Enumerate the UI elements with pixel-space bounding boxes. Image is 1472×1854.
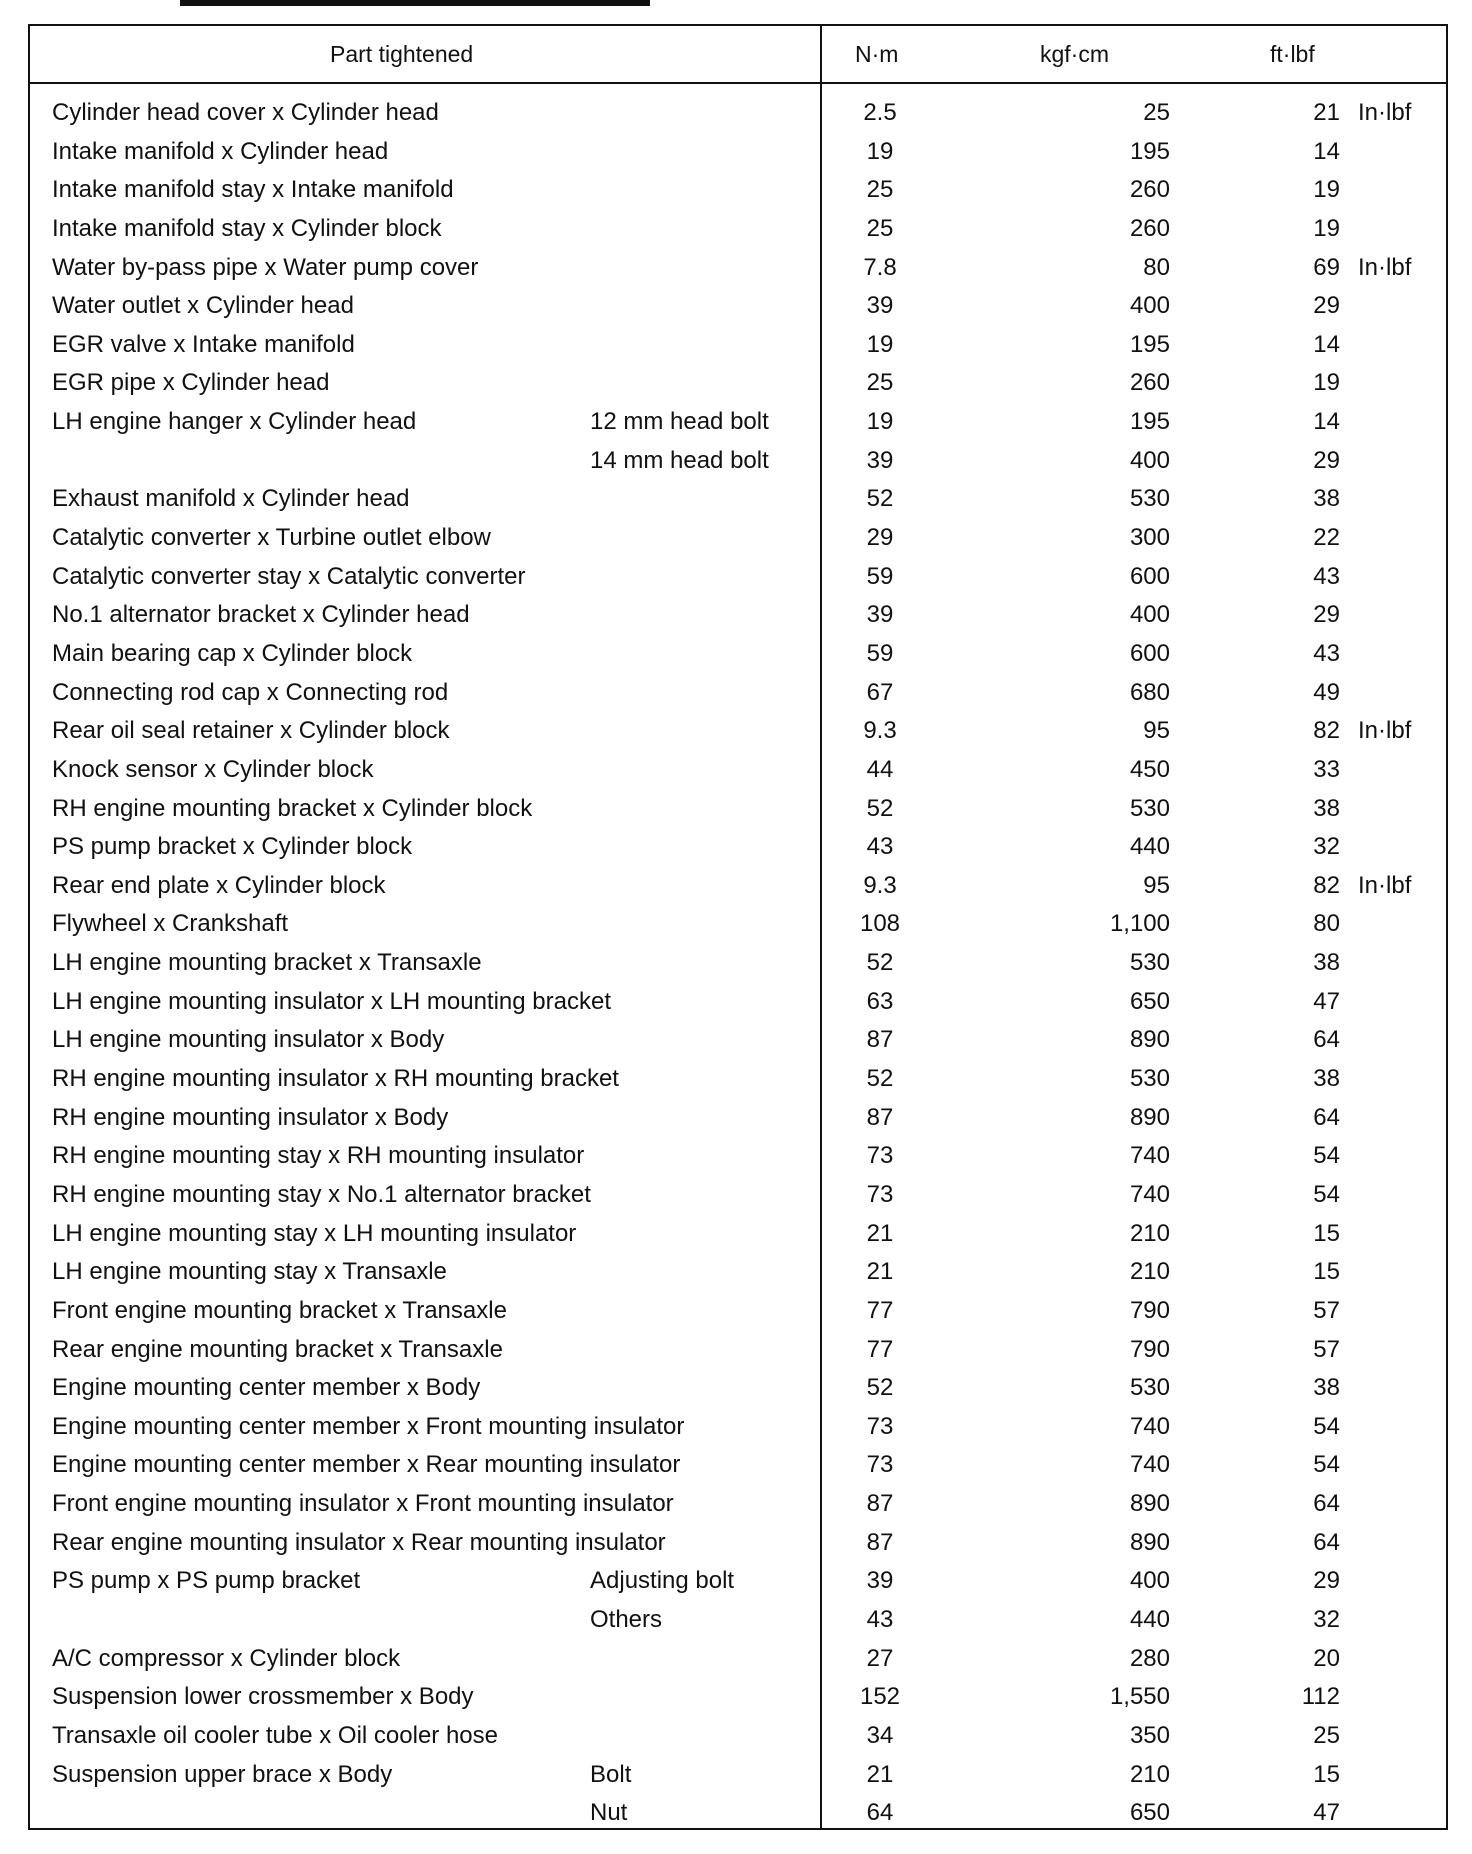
- part-cell: Cylinder head cover x Cylinder head: [52, 99, 439, 126]
- table-row: [30, 1678, 1446, 1717]
- condition-cell: 12 mm head bolt: [590, 408, 769, 436]
- table-row: [30, 1099, 1446, 1138]
- table-row: [30, 442, 1446, 481]
- table-row: [30, 790, 1446, 829]
- unit-label: In·lbf: [1358, 99, 1412, 126]
- kgf-cm-value: 890: [1129, 1528, 1170, 1556]
- table-row: [30, 1331, 1446, 1370]
- kgf-cm-value: 1,100: [1109, 910, 1170, 938]
- ft-lbf-value: 112: [1301, 1683, 1340, 1711]
- table-row: [30, 133, 1446, 172]
- ft-lbf-value: 15: [1313, 1760, 1340, 1788]
- kgf-cm-value: 400: [1129, 601, 1170, 629]
- table-row: [30, 1408, 1446, 1447]
- ft-lbf-value: 25: [1313, 1721, 1340, 1749]
- kgf-cm-value: 790: [1129, 1335, 1170, 1363]
- table-row: [30, 1562, 1446, 1601]
- ft-lbf-value: 14: [1313, 137, 1340, 165]
- kgf-cm-value: 260: [1129, 369, 1170, 397]
- part-cell: Intake manifold stay x Intake manifold: [52, 176, 454, 204]
- table-row: [30, 596, 1446, 635]
- header-kgf-cm: kgf·cm: [1040, 41, 1109, 67]
- ft-lbf-value: 14: [1313, 330, 1340, 358]
- ft-lbf-value: 21: [1313, 99, 1340, 126]
- ft-lbf-value: 43: [1313, 639, 1340, 667]
- kgf-cm-value: 530: [1129, 1065, 1170, 1093]
- part-cell: RH engine mounting stay x No.1 alternator bracket: [52, 1180, 591, 1208]
- ft-lbf-value: 32: [1313, 1605, 1340, 1633]
- part-cell: LH engine hanger x Cylinder head: [52, 408, 417, 436]
- ft-lbf-value: 20: [1313, 1644, 1340, 1672]
- unit-label: In·lbf: [1358, 871, 1412, 899]
- kgf-cm-value: 530: [1129, 485, 1170, 513]
- kgf-cm-value: 600: [1129, 562, 1170, 590]
- table-row: [30, 1060, 1446, 1099]
- part-cell: Front engine mounting bracket x Transaxle: [52, 1296, 507, 1324]
- kgf-cm-value: 650: [1129, 1799, 1170, 1827]
- header-ft-lbf: ft·lbf: [1270, 41, 1315, 67]
- kgf-cm-value: 1,550: [1109, 1683, 1170, 1711]
- part-cell: EGR pipe x Cylinder head: [52, 369, 330, 397]
- nm-value: 77: [866, 1296, 894, 1324]
- part-cell: No.1 alternator bracket x Cylinder head: [52, 601, 470, 629]
- table-row: [30, 751, 1446, 790]
- kgf-cm-value: 210: [1129, 1219, 1170, 1247]
- ft-lbf-value: 80: [1313, 910, 1340, 938]
- kgf-cm-value: 530: [1129, 949, 1170, 977]
- ft-lbf-value: 22: [1313, 524, 1340, 552]
- ft-lbf-value: 38: [1313, 794, 1340, 822]
- ft-lbf-value: 54: [1313, 1451, 1340, 1479]
- nm-value: 87: [866, 1528, 894, 1556]
- kgf-cm-value: 400: [1129, 446, 1170, 474]
- table-row: [30, 249, 1446, 288]
- ft-lbf-value: 14: [1313, 408, 1340, 436]
- header-part-tightened: Part tightened: [330, 41, 474, 67]
- ft-lbf-value: 15: [1313, 1219, 1340, 1247]
- nm-value: 39: [866, 446, 894, 474]
- table-row: [30, 1369, 1446, 1408]
- part-cell: Water outlet x Cylinder head: [52, 292, 354, 320]
- ft-lbf-value: 64: [1313, 1026, 1340, 1054]
- nm-value: 63: [866, 987, 894, 1015]
- part-cell: RH engine mounting insulator x Body: [52, 1103, 449, 1131]
- table-row: [30, 1640, 1446, 1679]
- ft-lbf-value: 32: [1313, 833, 1340, 861]
- condition-cell: Bolt: [590, 1760, 632, 1788]
- table-row: [30, 1021, 1446, 1060]
- part-cell: Engine mounting center member x Front mounting insulator: [52, 1412, 685, 1440]
- part-cell: Intake manifold stay x Cylinder block: [52, 214, 442, 242]
- nm-value: 52: [866, 1374, 894, 1402]
- part-cell: Transaxle oil cooler tube x Oil cooler hose: [52, 1721, 498, 1749]
- kgf-cm-value: 440: [1129, 833, 1170, 861]
- part-cell: Rear engine mounting insulator x Rear mounting insulator: [52, 1528, 666, 1556]
- part-cell: Engine mounting center member x Body: [52, 1374, 481, 1402]
- ft-lbf-value: 64: [1313, 1103, 1340, 1131]
- table-row: [30, 519, 1446, 558]
- kgf-cm-value: 350: [1129, 1721, 1170, 1749]
- unit-label: In·lbf: [1358, 253, 1412, 281]
- ft-lbf-value: 49: [1313, 678, 1340, 706]
- part-cell: LH engine mounting stay x Transaxle: [52, 1258, 447, 1286]
- kgf-cm-value: 195: [1129, 408, 1170, 436]
- part-cell: LH engine mounting insulator x LH mounting bracket: [52, 987, 611, 1015]
- part-cell: Main bearing cap x Cylinder block: [52, 639, 413, 667]
- nm-value: 87: [866, 1490, 894, 1518]
- part-cell: LH engine mounting insulator x Body: [52, 1026, 445, 1054]
- table-row: [30, 1485, 1446, 1524]
- table-row: [30, 674, 1446, 713]
- ft-lbf-value: 57: [1313, 1296, 1340, 1324]
- kgf-cm-value: 260: [1129, 176, 1170, 204]
- nm-value: 21: [866, 1219, 894, 1247]
- ft-lbf-value: 47: [1313, 1799, 1340, 1827]
- condition-cell: Others: [590, 1605, 663, 1633]
- nm-value: 19: [866, 330, 894, 358]
- ft-lbf-value: 64: [1313, 1490, 1340, 1518]
- ft-lbf-value: 33: [1313, 755, 1340, 783]
- part-cell: Rear oil seal retainer x Cylinder block: [52, 717, 450, 745]
- nm-value: 27: [866, 1644, 894, 1672]
- nm-value: 73: [866, 1180, 894, 1208]
- part-cell: RH engine mounting bracket x Cylinder block: [52, 794, 533, 822]
- part-cell: PS pump bracket x Cylinder block: [52, 833, 413, 861]
- part-cell: Rear engine mounting bracket x Transaxle: [52, 1335, 503, 1363]
- kgf-cm-value: 280: [1129, 1644, 1170, 1672]
- part-cell: Intake manifold x Cylinder head: [52, 137, 389, 165]
- table-row: [30, 364, 1446, 403]
- table-row: [30, 1253, 1446, 1292]
- ft-lbf-value: 38: [1313, 1374, 1340, 1402]
- table-row: [30, 403, 1446, 442]
- kgf-cm-value: 260: [1129, 214, 1170, 242]
- table-row: [30, 210, 1446, 249]
- kgf-cm-value: 740: [1129, 1180, 1170, 1208]
- nm-value: 43: [866, 833, 894, 861]
- kgf-cm-value: 400: [1129, 1567, 1170, 1595]
- kgf-cm-value: 300: [1129, 524, 1170, 552]
- kgf-cm-value: 195: [1129, 137, 1170, 165]
- table-row: [30, 558, 1446, 597]
- nm-value: 77: [866, 1335, 894, 1363]
- ft-lbf-value: 64: [1313, 1528, 1340, 1556]
- nm-value: 52: [866, 485, 894, 513]
- header-divider: [30, 82, 1446, 84]
- nm-value: 9.3: [863, 717, 897, 745]
- ft-lbf-value: 54: [1313, 1412, 1340, 1440]
- table-row: [30, 94, 1446, 133]
- kgf-cm-value: 650: [1129, 987, 1170, 1015]
- ft-lbf-value: 38: [1313, 485, 1340, 513]
- kgf-cm-value: 740: [1129, 1412, 1170, 1440]
- part-cell: LH engine mounting bracket x Transaxle: [52, 949, 482, 977]
- part-cell: RH engine mounting stay x RH mounting insulator: [52, 1142, 585, 1170]
- kgf-cm-value: 790: [1129, 1296, 1170, 1324]
- ft-lbf-value: 47: [1313, 987, 1340, 1015]
- part-cell: Exhaust manifold x Cylinder head: [52, 485, 410, 513]
- nm-value: 34: [866, 1721, 894, 1749]
- table-row: [30, 867, 1446, 906]
- nm-value: 25: [866, 176, 894, 204]
- ft-lbf-value: 29: [1313, 1567, 1340, 1595]
- ft-lbf-value: 43: [1313, 562, 1340, 590]
- part-cell: Suspension upper brace x Body: [52, 1760, 393, 1788]
- nm-value: 21: [866, 1760, 894, 1788]
- nm-value: 67: [866, 678, 894, 706]
- kgf-cm-value: 80: [1143, 253, 1170, 281]
- kgf-cm-value: 195: [1129, 330, 1170, 358]
- part-cell: EGR valve x Intake manifold: [52, 330, 355, 358]
- ft-lbf-value: 69: [1313, 253, 1340, 281]
- nm-value: 39: [866, 1567, 894, 1595]
- table-row: [30, 480, 1446, 519]
- nm-value: 39: [866, 292, 894, 320]
- nm-value: 19: [866, 137, 894, 165]
- nm-value: 152: [859, 1683, 901, 1711]
- part-cell: PS pump x PS pump bracket: [52, 1567, 361, 1595]
- kgf-cm-value: 890: [1129, 1103, 1170, 1131]
- table-row: [30, 1601, 1446, 1640]
- ft-lbf-value: 54: [1313, 1142, 1340, 1170]
- kgf-cm-value: 740: [1129, 1451, 1170, 1479]
- table-row: [30, 712, 1446, 751]
- nm-value: 21: [866, 1258, 894, 1286]
- nm-value: 59: [866, 562, 894, 590]
- kgf-cm-value: 25: [1143, 99, 1170, 126]
- ft-lbf-value: 29: [1313, 292, 1340, 320]
- kgf-cm-value: 210: [1129, 1258, 1170, 1286]
- table-row: [30, 944, 1446, 983]
- table-body: [30, 94, 1446, 1833]
- nm-value: 73: [866, 1142, 894, 1170]
- condition-cell: 14 mm head bolt: [590, 446, 769, 474]
- ft-lbf-value: 19: [1313, 214, 1340, 242]
- nm-value: 25: [866, 214, 894, 242]
- kgf-cm-value: 530: [1129, 794, 1170, 822]
- part-cell: Suspension lower crossmember x Body: [52, 1683, 474, 1711]
- table-row: [30, 287, 1446, 326]
- part-cell: Engine mounting center member x Rear mounting insulator: [52, 1451, 681, 1479]
- table-row: [30, 1137, 1446, 1176]
- kgf-cm-value: 400: [1129, 292, 1170, 320]
- condition-cell: Nut: [590, 1799, 628, 1827]
- ft-lbf-value: 19: [1313, 369, 1340, 397]
- ft-lbf-value: 38: [1313, 949, 1340, 977]
- nm-value: 29: [866, 524, 894, 552]
- table-row: [30, 1524, 1446, 1563]
- kgf-cm-value: 210: [1129, 1760, 1170, 1788]
- part-cell: Water by-pass pipe x Water pump cover: [52, 253, 479, 281]
- kgf-cm-value: 740: [1129, 1142, 1170, 1170]
- nm-value: 87: [866, 1103, 894, 1131]
- part-cell: Catalytic converter x Turbine outlet elbow: [52, 524, 491, 552]
- part-cell: Rear end plate x Cylinder block: [52, 871, 386, 899]
- table-row: [30, 635, 1446, 674]
- ft-lbf-value: 29: [1313, 446, 1340, 474]
- ft-lbf-value: 82: [1313, 871, 1340, 899]
- table-row: [30, 1756, 1446, 1795]
- nm-value: 52: [866, 1065, 894, 1093]
- header-nm: N·m: [855, 41, 899, 67]
- nm-value: 39: [866, 601, 894, 629]
- table-row: [30, 1292, 1446, 1331]
- kgf-cm-value: 95: [1143, 717, 1170, 745]
- part-cell: Knock sensor x Cylinder block: [52, 755, 374, 783]
- part-cell: Front engine mounting insulator x Front mounting insulator: [52, 1490, 674, 1518]
- kgf-cm-value: 95: [1143, 871, 1170, 899]
- table-row: [30, 1446, 1446, 1485]
- nm-value: 59: [866, 639, 894, 667]
- ft-lbf-value: 15: [1313, 1258, 1340, 1286]
- table-row: [30, 326, 1446, 365]
- nm-value: 43: [866, 1605, 894, 1633]
- unit-label: In·lbf: [1358, 717, 1412, 745]
- part-cell: RH engine mounting insulator x RH mounting bracket: [52, 1065, 619, 1093]
- part-cell: Catalytic converter stay x Catalytic converter: [52, 562, 526, 590]
- nm-value: 19: [866, 408, 894, 436]
- table-row: [30, 1176, 1446, 1215]
- part-cell: LH engine mounting stay x LH mounting insulator: [52, 1219, 577, 1247]
- nm-value: 7.8: [863, 253, 897, 281]
- nm-value: 73: [866, 1451, 894, 1479]
- part-cell: Connecting rod cap x Connecting rod: [52, 678, 449, 706]
- table-row: [30, 1794, 1446, 1833]
- ft-lbf-value: 38: [1313, 1065, 1340, 1093]
- condition-cell: Adjusting bolt: [590, 1567, 735, 1595]
- nm-value: 52: [866, 794, 894, 822]
- table-row: [30, 828, 1446, 867]
- kgf-cm-value: 890: [1129, 1026, 1170, 1054]
- part-cell: Flywheel x Crankshaft: [52, 910, 289, 938]
- nm-value: 2.5: [863, 99, 897, 126]
- nm-value: 64: [866, 1799, 894, 1827]
- nm-value: 73: [866, 1412, 894, 1440]
- ft-lbf-value: 19: [1313, 176, 1340, 204]
- ft-lbf-value: 29: [1313, 601, 1340, 629]
- kgf-cm-value: 530: [1129, 1374, 1170, 1402]
- ft-lbf-value: 82: [1313, 717, 1340, 745]
- table-row: [30, 905, 1446, 944]
- nm-value: 52: [866, 949, 894, 977]
- nm-value: 25: [866, 369, 894, 397]
- table-row: [30, 171, 1446, 210]
- kgf-cm-value: 440: [1129, 1605, 1170, 1633]
- table-row: [30, 1215, 1446, 1254]
- nm-value: 44: [866, 755, 894, 783]
- ft-lbf-value: 54: [1313, 1180, 1340, 1208]
- ft-lbf-value: 57: [1313, 1335, 1340, 1363]
- kgf-cm-value: 600: [1129, 639, 1170, 667]
- kgf-cm-value: 680: [1129, 678, 1170, 706]
- part-cell: A/C compressor x Cylinder block: [52, 1644, 401, 1672]
- torque-spec-table: [28, 24, 1448, 1830]
- table-row: [30, 1717, 1446, 1756]
- table-row: [30, 983, 1446, 1022]
- top-rule: [180, 0, 650, 6]
- kgf-cm-value: 450: [1129, 755, 1170, 783]
- nm-value: 87: [866, 1026, 894, 1054]
- kgf-cm-value: 890: [1129, 1490, 1170, 1518]
- nm-value: 108: [859, 910, 901, 938]
- nm-value: 9.3: [863, 871, 897, 899]
